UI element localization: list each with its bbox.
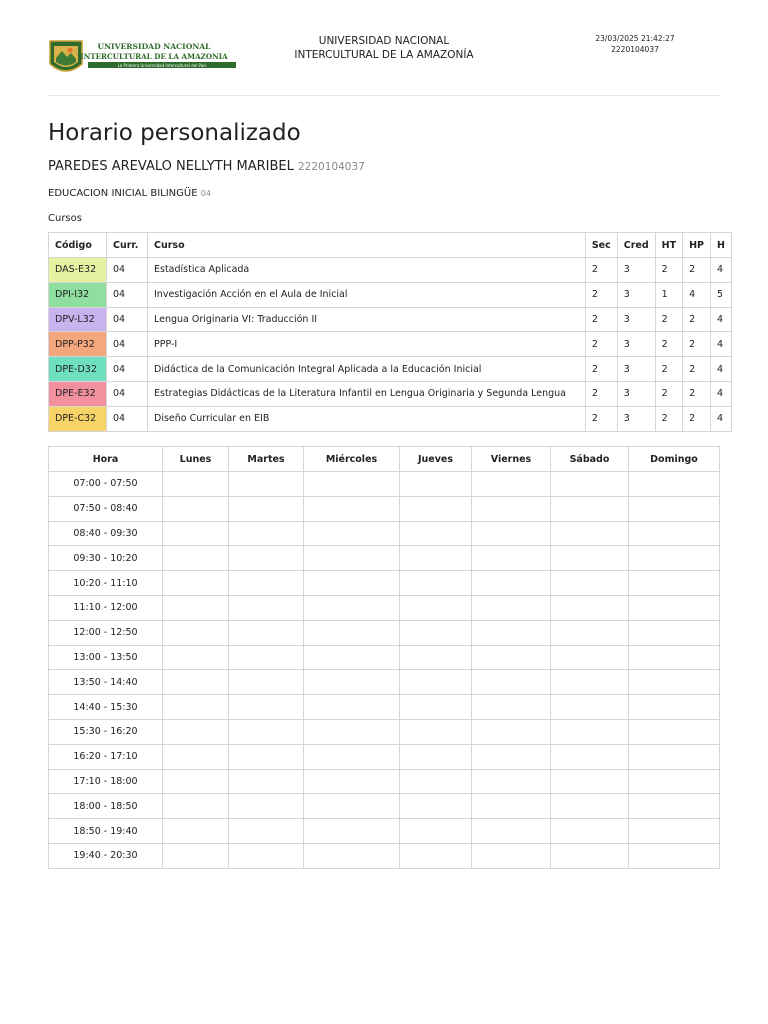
university-logo (48, 38, 238, 78)
schedule-cell (229, 595, 304, 620)
schedule-cell (400, 843, 472, 868)
schedule-cell (304, 620, 400, 645)
schedule-cell (304, 595, 400, 620)
page-header (48, 30, 720, 96)
schedule-cell (163, 472, 229, 497)
schedule-cell (400, 819, 472, 844)
column-header: HP (683, 233, 711, 258)
schedule-cell (551, 620, 629, 645)
schedule-cell (472, 819, 551, 844)
time-slot-cell: 11:10 - 12:00 (49, 595, 163, 620)
course-hp-cell: 2 (683, 258, 711, 283)
svg-text:UNIVERSIDAD NACIONAL: UNIVERSIDAD NACIONAL (97, 42, 211, 51)
schedule-cell (629, 843, 720, 868)
schedule-cell (304, 472, 400, 497)
schedule-table (48, 446, 720, 869)
schedule-cell (551, 472, 629, 497)
schedule-cell (229, 670, 304, 695)
schedule-cell (551, 819, 629, 844)
schedule-cell (472, 794, 551, 819)
schedule-cell (400, 769, 472, 794)
institution-line-1: UNIVERSIDAD NACIONAL (318, 35, 450, 47)
schedule-cell (304, 546, 400, 571)
schedule-cell (163, 695, 229, 720)
course-hp-cell: 2 (683, 357, 711, 382)
schedule-cell (472, 521, 551, 546)
schedule-cell (163, 819, 229, 844)
print-info (580, 33, 690, 55)
schedule-cell (304, 794, 400, 819)
student-name: PAREDES AREVALO NELLYTH MARIBEL (48, 159, 294, 174)
student-info (48, 159, 365, 174)
schedule-row (49, 744, 720, 769)
schedule-cell (472, 496, 551, 521)
schedule-cell (629, 645, 720, 670)
schedule-cell (551, 744, 629, 769)
course-hp-cell: 4 (683, 282, 711, 307)
schedule-cell (400, 695, 472, 720)
course-course-cell: Diseño Curricular en EIB (148, 406, 586, 431)
schedule-cell (229, 819, 304, 844)
schedule-row (49, 719, 720, 744)
schedule-cell (229, 695, 304, 720)
course-h-cell: 4 (711, 381, 732, 406)
schedule-cell (629, 521, 720, 546)
courses-header-row (49, 233, 732, 258)
schedule-cell (304, 670, 400, 695)
schedule-cell (629, 719, 720, 744)
column-header: Cred (617, 233, 655, 258)
schedule-cell (551, 695, 629, 720)
schedule-row (49, 645, 720, 670)
time-slot-cell: 16:20 - 17:10 (49, 744, 163, 769)
course-cred-cell: 3 (617, 357, 655, 382)
schedule-cell (163, 645, 229, 670)
time-slot-cell: 15:30 - 16:20 (49, 719, 163, 744)
course-sec-cell: 2 (585, 307, 617, 332)
course-row (49, 307, 732, 332)
schedule-cell (229, 571, 304, 596)
schedule-cell (400, 620, 472, 645)
course-curr-cell: 04 (107, 332, 148, 357)
course-course-cell: Estrategias Didácticas de la Literatura Infantil en Lengua Originaria y Segunda Lengua (148, 381, 586, 406)
student-code: 2220104037 (297, 161, 365, 173)
schedule-cell (229, 620, 304, 645)
time-slot-cell: 12:00 - 12:50 (49, 620, 163, 645)
schedule-cell (400, 496, 472, 521)
university-logo-image (48, 38, 238, 78)
schedule-cell (472, 843, 551, 868)
program-name: EDUCACION INICIAL BILINGÜE (48, 188, 198, 199)
course-cred-cell: 3 (617, 282, 655, 307)
course-course-cell: Estadística Aplicada (148, 258, 586, 283)
column-header: Miércoles (304, 447, 400, 472)
column-header: Lunes (163, 447, 229, 472)
course-hp-cell: 2 (683, 406, 711, 431)
course-ht-cell: 2 (655, 258, 682, 283)
schedule-cell (163, 670, 229, 695)
schedule-cell (551, 719, 629, 744)
course-sec-cell: 2 (585, 282, 617, 307)
schedule-cell (629, 571, 720, 596)
schedule-row (49, 472, 720, 497)
schedule-row (49, 695, 720, 720)
schedule-cell (163, 546, 229, 571)
schedule-cell (472, 670, 551, 695)
schedule-row (49, 521, 720, 546)
schedule-cell (400, 472, 472, 497)
schedule-cell (229, 645, 304, 670)
time-slot-cell: 14:40 - 15:30 (49, 695, 163, 720)
schedule-row (49, 794, 720, 819)
course-cred-cell: 3 (617, 307, 655, 332)
column-header: Hora (49, 447, 163, 472)
course-hp-cell: 2 (683, 307, 711, 332)
schedule-cell (551, 645, 629, 670)
schedule-cell (472, 645, 551, 670)
course-curr-cell: 04 (107, 406, 148, 431)
schedule-cell (551, 521, 629, 546)
course-ht-cell: 2 (655, 381, 682, 406)
column-header: Martes (229, 447, 304, 472)
schedule-row (49, 546, 720, 571)
course-hp-cell: 2 (683, 381, 711, 406)
course-course-cell: Lengua Originaria VI: Traducción II (148, 307, 586, 332)
page-title: Horario personalizado (48, 120, 301, 146)
course-code-cell: DAS-E32 (49, 258, 107, 283)
schedule-cell (400, 521, 472, 546)
schedule-cell (400, 744, 472, 769)
schedule-row (49, 819, 720, 844)
schedule-cell (551, 546, 629, 571)
schedule-cell (629, 546, 720, 571)
time-slot-cell: 19:40 - 20:30 (49, 843, 163, 868)
schedule-cell (163, 521, 229, 546)
svg-text:La Primera Universidad Intercu: La Primera Universidad Intercultural del País (117, 63, 207, 68)
schedule-cell (163, 620, 229, 645)
time-slot-cell: 18:50 - 19:40 (49, 819, 163, 844)
schedule-cell (472, 595, 551, 620)
column-header: Viernes (472, 447, 551, 472)
schedule-cell (472, 620, 551, 645)
schedule-cell (163, 843, 229, 868)
schedule-cell (163, 744, 229, 769)
time-slot-cell: 17:10 - 18:00 (49, 769, 163, 794)
schedule-cell (304, 819, 400, 844)
course-course-cell: PPP-I (148, 332, 586, 357)
schedule-cell (163, 719, 229, 744)
course-curr-cell: 04 (107, 307, 148, 332)
course-row (49, 332, 732, 357)
schedule-row (49, 496, 720, 521)
schedule-cell (551, 769, 629, 794)
column-header: Jueves (400, 447, 472, 472)
course-code-cell: DPV-L32 (49, 307, 107, 332)
schedule-cell (400, 546, 472, 571)
course-curr-cell: 04 (107, 357, 148, 382)
course-code-cell: DPE-E32 (49, 381, 107, 406)
schedule-cell (551, 670, 629, 695)
time-slot-cell: 13:50 - 14:40 (49, 670, 163, 695)
schedule-row (49, 769, 720, 794)
column-header: Sec (585, 233, 617, 258)
schedule-cell (229, 744, 304, 769)
schedule-cell (472, 695, 551, 720)
schedule-cell (629, 794, 720, 819)
schedule-cell (229, 794, 304, 819)
course-row (49, 357, 732, 382)
column-header: H (711, 233, 732, 258)
column-header: HT (655, 233, 682, 258)
schedule-cell (629, 670, 720, 695)
course-ht-cell: 2 (655, 406, 682, 431)
course-cred-cell: 3 (617, 258, 655, 283)
time-slot-cell: 09:30 - 10:20 (49, 546, 163, 571)
course-row (49, 381, 732, 406)
schedule-cell (472, 719, 551, 744)
course-ht-cell: 2 (655, 307, 682, 332)
time-slot-cell: 10:20 - 11:10 (49, 571, 163, 596)
course-code-cell: DPE-D32 (49, 357, 107, 382)
course-h-cell: 4 (711, 406, 732, 431)
course-cred-cell: 3 (617, 406, 655, 431)
schedule-cell (629, 620, 720, 645)
schedule-cell (551, 794, 629, 819)
schedule-cell (629, 819, 720, 844)
course-row (49, 406, 732, 431)
schedule-cell (472, 546, 551, 571)
course-curr-cell: 04 (107, 381, 148, 406)
course-code-cell: DPP-P32 (49, 332, 107, 357)
schedule-cell (163, 595, 229, 620)
course-ht-cell: 2 (655, 332, 682, 357)
schedule-cell (629, 769, 720, 794)
course-cred-cell: 3 (617, 381, 655, 406)
course-ht-cell: 1 (655, 282, 682, 307)
schedule-cell (229, 546, 304, 571)
course-hp-cell: 2 (683, 332, 711, 357)
course-sec-cell: 2 (585, 258, 617, 283)
schedule-header-row (49, 447, 720, 472)
course-code-cell: DPE-C32 (49, 406, 107, 431)
schedule-cell (551, 843, 629, 868)
course-sec-cell: 2 (585, 381, 617, 406)
schedule-cell (304, 719, 400, 744)
program-info (48, 188, 211, 199)
course-h-cell: 5 (711, 282, 732, 307)
schedule-cell (629, 595, 720, 620)
schedule-cell (472, 769, 551, 794)
schedule-cell (472, 571, 551, 596)
course-curr-cell: 04 (107, 282, 148, 307)
time-slot-cell: 08:40 - 09:30 (49, 521, 163, 546)
courses-table (48, 232, 732, 432)
schedule-cell (229, 769, 304, 794)
course-sec-cell: 2 (585, 332, 617, 357)
column-header: Curr. (107, 233, 148, 258)
schedule-cell (400, 719, 472, 744)
schedule-cell (163, 794, 229, 819)
course-h-cell: 4 (711, 357, 732, 382)
schedule-cell (163, 496, 229, 521)
schedule-row (49, 843, 720, 868)
schedule-cell (304, 695, 400, 720)
schedule-cell (304, 769, 400, 794)
schedule-cell (629, 744, 720, 769)
time-slot-cell: 13:00 - 13:50 (49, 645, 163, 670)
schedule-cell (400, 794, 472, 819)
schedule-cell (163, 769, 229, 794)
schedule-cell (229, 496, 304, 521)
course-sec-cell: 2 (585, 406, 617, 431)
schedule-row (49, 595, 720, 620)
schedule-cell (400, 595, 472, 620)
user-code: 2220104037 (611, 45, 659, 54)
svg-text:INTERCULTURAL DE LA AMAZONIA: INTERCULTURAL DE LA AMAZONIA (80, 52, 228, 61)
timestamp: 23/03/2025 21:42:27 (595, 34, 675, 43)
column-header: Curso (148, 233, 586, 258)
column-header: Domingo (629, 447, 720, 472)
schedule-cell (304, 843, 400, 868)
schedule-cell (304, 496, 400, 521)
schedule-cell (629, 695, 720, 720)
course-ht-cell: 2 (655, 357, 682, 382)
schedule-row (49, 620, 720, 645)
course-cred-cell: 3 (617, 332, 655, 357)
schedule-row (49, 571, 720, 596)
time-slot-cell: 07:00 - 07:50 (49, 472, 163, 497)
course-h-cell: 4 (711, 258, 732, 283)
schedule-cell (400, 571, 472, 596)
institution-name (268, 34, 500, 62)
column-header: Sábado (551, 447, 629, 472)
course-course-cell: Didáctica de la Comunicación Integral Aplicada a la Educación Inicial (148, 357, 586, 382)
schedule-cell (400, 670, 472, 695)
course-row (49, 282, 732, 307)
schedule-cell (229, 719, 304, 744)
schedule-cell (304, 645, 400, 670)
time-slot-cell: 07:50 - 08:40 (49, 496, 163, 521)
schedule-cell (304, 521, 400, 546)
schedule-cell (163, 571, 229, 596)
course-sec-cell: 2 (585, 357, 617, 382)
schedule-cell (229, 472, 304, 497)
course-curr-cell: 04 (107, 258, 148, 283)
schedule-cell (551, 571, 629, 596)
schedule-cell (629, 472, 720, 497)
course-h-cell: 4 (711, 307, 732, 332)
course-code-cell: DPI-I32 (49, 282, 107, 307)
institution-line-2: INTERCULTURAL DE LA AMAZONÍA (294, 49, 474, 61)
schedule-cell (472, 744, 551, 769)
schedule-cell (551, 496, 629, 521)
schedule-cell (304, 571, 400, 596)
schedule-cell (472, 472, 551, 497)
time-slot-cell: 18:00 - 18:50 (49, 794, 163, 819)
schedule-cell (229, 843, 304, 868)
schedule-cell (229, 521, 304, 546)
schedule-cell (400, 645, 472, 670)
course-course-cell: Investigación Acción en el Aula de Inicial (148, 282, 586, 307)
program-curriculum: 04 (200, 189, 211, 198)
schedule-cell (304, 744, 400, 769)
course-row (49, 258, 732, 283)
schedule-cell (551, 595, 629, 620)
schedule-row (49, 670, 720, 695)
schedule-cell (629, 496, 720, 521)
courses-label: Cursos (48, 213, 82, 224)
column-header: Código (49, 233, 107, 258)
course-h-cell: 4 (711, 332, 732, 357)
